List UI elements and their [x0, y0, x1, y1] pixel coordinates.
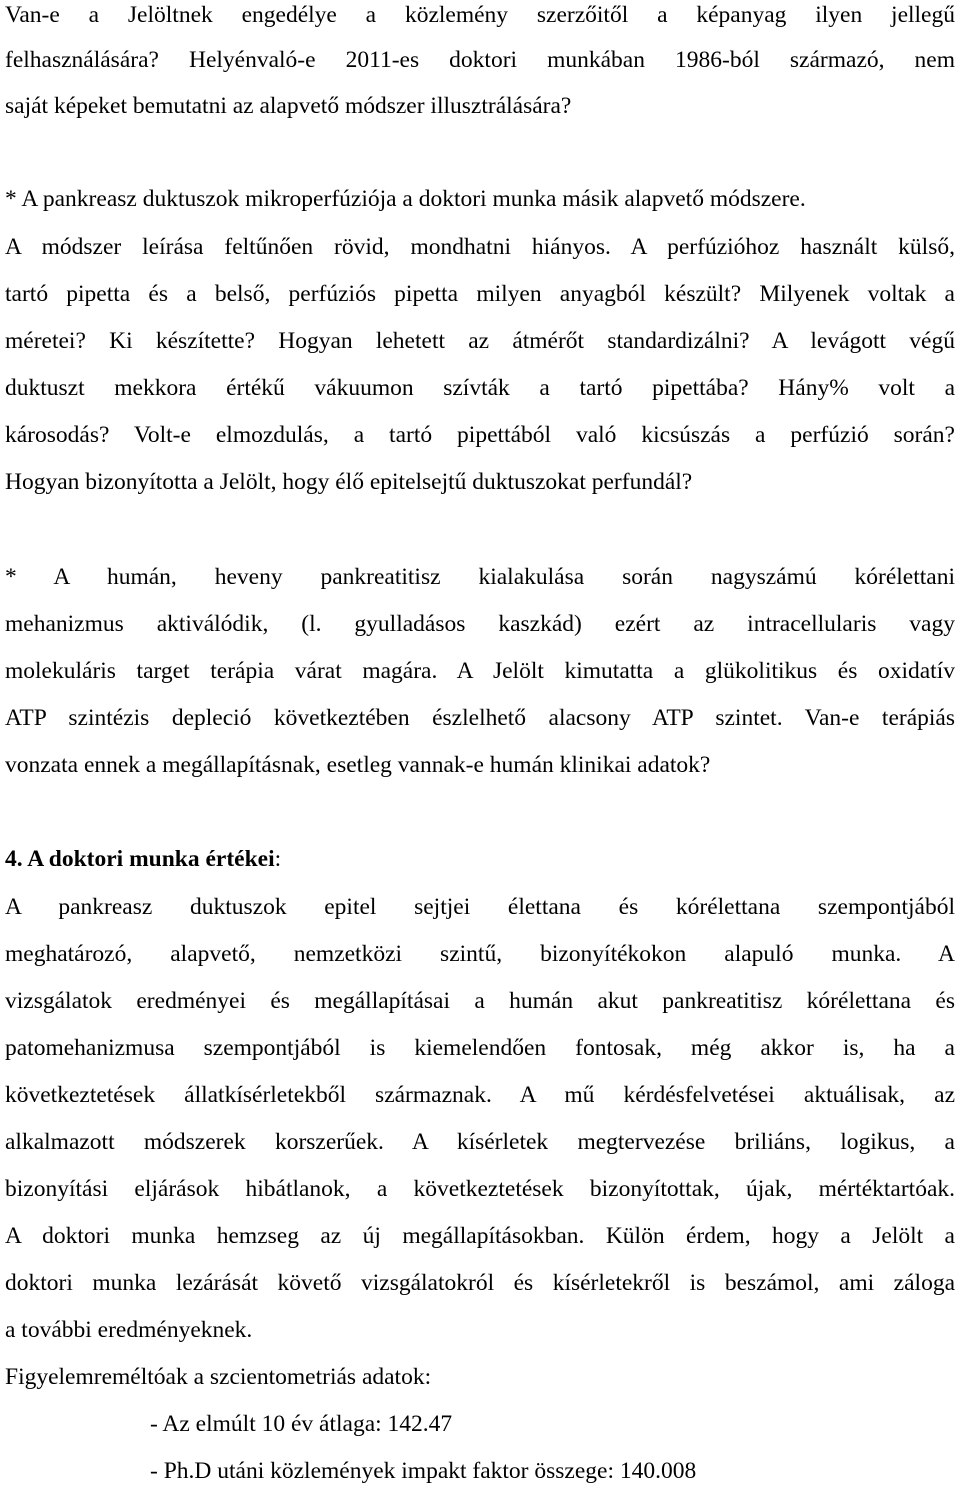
text-line: * A pankreasz duktuszok mikroperfúziója a doktori munka másik alapvető módszere.	[5, 186, 806, 212]
text-line: vonzata ennek a megállapításnak, esetleg vannak-e humán klinikai adatok?	[5, 752, 711, 778]
text-line: duktuszt mekkora értékű vákuumon szívták a tartó pipettába? Hány% volt a	[5, 375, 955, 401]
metric-item: - Ph.D utáni közlemények impakt faktor összege: 140.008	[150, 1458, 697, 1484]
metric-item: - Az elmúlt 10 év átlaga: 142.47	[150, 1411, 453, 1437]
text-line: méretei? Ki készítette? Hogyan lehetett az átmérőt standardizálni? A levágott végű	[5, 328, 955, 354]
text-line: Figyelemreméltóak a szcientometriás adatok:	[5, 1364, 432, 1390]
section-title: A doktori munka értékei	[27, 846, 275, 872]
text-line: mehanizmus aktiválódik, (l. gyulladásos kaszkád) ezért az intracellularis vagy	[5, 611, 955, 637]
text-line: vizsgálatok eredményei és megállapításai a humán akut pankreatitisz kórélettana és	[5, 988, 955, 1014]
text-line: Van-e a Jelöltnek engedélye a közlemény szerzőitől a képanyag ilyen jellegű	[5, 2, 955, 28]
text-line: doktori munka lezárását követő vizsgálatokról és kísérletekről is beszámol, ami záloga	[5, 1270, 955, 1296]
text-line: ATP szintézis depleció következtében észlelhető alacsony ATP szintet. Van-e terápiás	[5, 705, 955, 731]
text-line: molekuláris target terápia várat magára. A Jelölt kimutatta a glükolitikus és oxidatív	[5, 658, 955, 684]
text-line: a további eredményeknek.	[5, 1317, 253, 1343]
text-line: meghatározó, alapvető, nemzetközi szintű, bizonyítékokon alapuló munka. A	[5, 941, 955, 967]
text-line: következtetések állatkísérletekből származnak. A mű kérdésfelvetései aktuálisak, az	[5, 1082, 955, 1108]
section-number: 4.	[5, 846, 23, 872]
text-line: A pankreasz duktuszok epitel sejtjei élettana és kórélettana szempontjából	[5, 894, 955, 920]
text-line: tartó pipetta és a belső, perfúziós pipetta milyen anyagból készült? Milyenek voltak a	[5, 281, 955, 307]
section-heading	[5, 844, 281, 874]
text-line: patomehanizmusa szempontjából is kiemelendően fontosak, még akkor is, ha a	[5, 1035, 955, 1061]
text-line: saját képeket bemutatni az alapvető módszer illusztrálására?	[5, 93, 572, 119]
text-line: * A humán, heveny pankreatitisz kialakulása során nagyszámú kórélettani	[5, 564, 955, 590]
text-line: károsodás? Volt-e elmozdulás, a tartó pipettából való kicsúszás a perfúzió során?	[5, 422, 955, 448]
text-line: Hogyan bizonyította a Jelölt, hogy élő epitelsejtű duktuszokat perfundál?	[5, 469, 693, 495]
text-line: alkalmazott módszerek korszerűek. A kísérletek megtervezése briliáns, logikus, a	[5, 1129, 955, 1155]
text-line: felhasználására? Helyénvaló-e 2011-es doktori munkában 1986-ból származó, nem	[5, 47, 955, 73]
text-line: A doktori munka hemzseg az új megállapításokban. Külön érdem, hogy a Jelölt a	[5, 1223, 955, 1249]
text-line: bizonyítási eljárások hibátlanok, a következtetések bizonyítottak, újak, mértéktartóak.	[5, 1176, 955, 1202]
section-colon: :	[274, 846, 282, 872]
text-line: A módszer leírása feltűnően rövid, mondhatni hiányos. A perfúzióhoz használt külső,	[5, 234, 955, 260]
